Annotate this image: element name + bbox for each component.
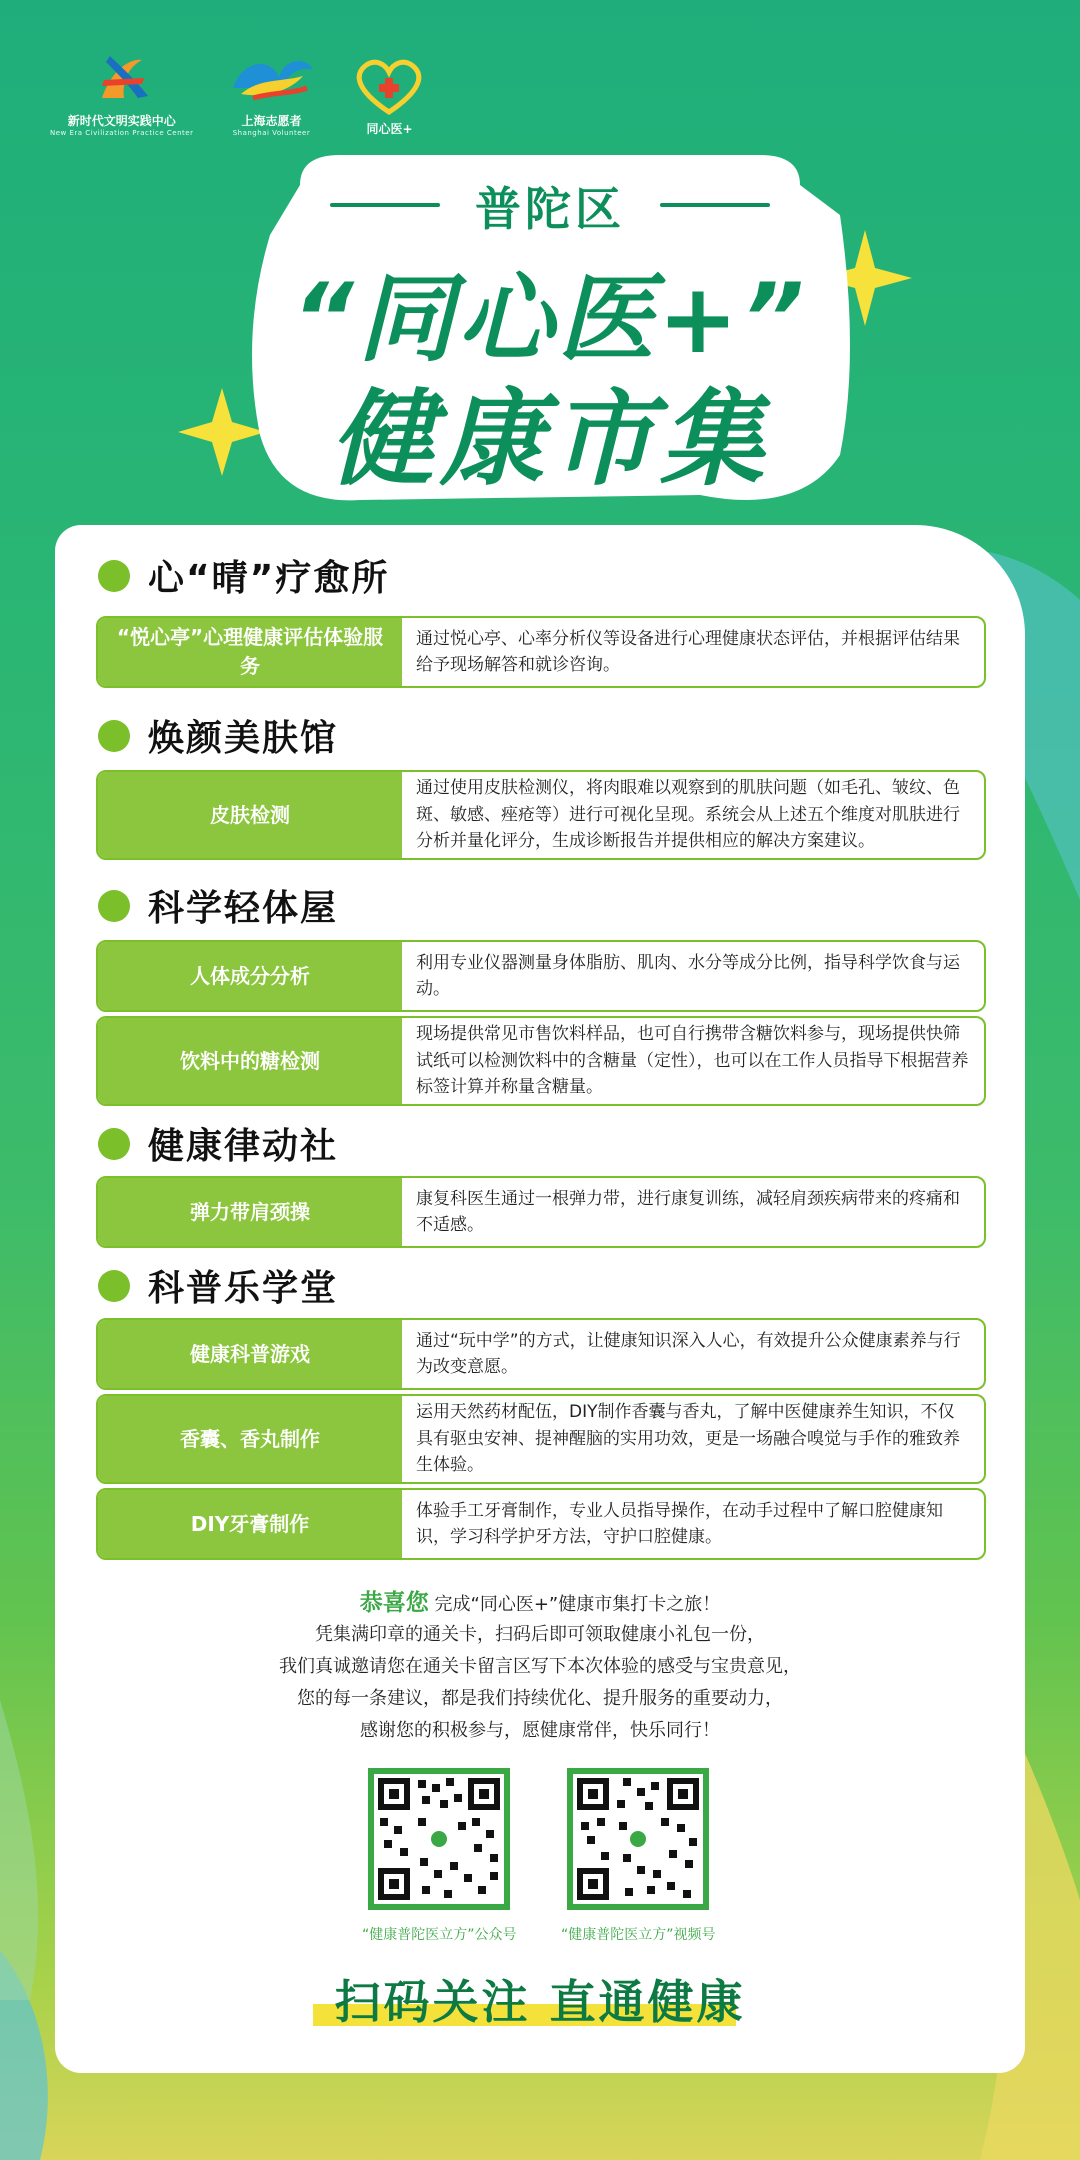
section-bullet-icon	[98, 720, 130, 752]
footer-text-line: 您的每一条建议，都是我们持续优化、提升服务的重要动力，	[297, 1688, 783, 1709]
slogan-text: 扫码关注 直通健康	[334, 1975, 746, 2029]
logo-row	[50, 48, 429, 137]
service-row	[96, 1318, 986, 1390]
title-block	[240, 155, 860, 515]
service-description: 通过“玩中学”的方式，让健康知识深入人心，有效提升公众健康素养与行为改变意愿。	[416, 1330, 961, 1377]
service-description: 体验手工牙膏制作，专业人员指导操作，在动手过程中了解口腔健康知识，学习科学护牙方法，守护口腔健康。	[416, 1500, 943, 1547]
footer-text-line: 凭集满印章的通关卡，扫码后即可领取健康小礼包一份，	[315, 1624, 765, 1645]
heart-medical-logo-icon	[349, 56, 429, 116]
section-header	[98, 880, 338, 931]
section-header	[98, 550, 389, 601]
service-row	[96, 940, 986, 1012]
section-header	[98, 710, 338, 761]
service-label: DIY牙膏制作	[98, 1490, 402, 1558]
section-title: 科学轻体屋	[148, 888, 339, 929]
logo-text: 同心医+	[366, 122, 413, 136]
service-label: 饮料中的糖检测	[98, 1018, 402, 1104]
congrats-line	[55, 1584, 1025, 1617]
logo-text: 上海志愿者	[241, 114, 302, 128]
service-row	[96, 1016, 986, 1106]
qr-code-video-account[interactable]	[561, 1768, 716, 1944]
service-label: 皮肤检测	[98, 772, 402, 858]
section-header	[98, 1118, 338, 1169]
section-bullet-icon	[98, 890, 130, 922]
service-description: 现场提供常见市售饮料样品，也可自行携带含糖饮料参与，现场提供快筛试纸可以检测饮料中的含糖量（定性），也可以在工作人员指导下根据营养标签计算并称量含糖量。	[416, 1024, 969, 1098]
service-row	[96, 616, 986, 688]
service-row	[96, 1488, 986, 1560]
footer-text-line: 我们真诚邀请您在通关卡留言区写下本次体验的感受与宝贵意见，	[279, 1656, 801, 1677]
logo-subtext: New Era Civilization Practice Center	[50, 129, 194, 137]
qr-code-icon[interactable]	[368, 1768, 510, 1910]
section-title: 焕颜美肤馆	[148, 718, 339, 759]
footer-text-line: 感谢您的积极参与，愿健康常伴，快乐同行！	[360, 1720, 720, 1741]
congrats-text: 完成“同心医+”健康市集打卡之旅！	[434, 1594, 721, 1615]
service-description: 利用专业仪器测量身体脂肪、肌肉、水分等成分比例，指导科学饮食与运动。	[416, 952, 960, 999]
service-label: “悦心亭”心理健康评估体验服务	[98, 618, 402, 686]
service-row	[96, 770, 986, 860]
qr-code-icon[interactable]	[567, 1768, 709, 1910]
service-label: 健康科普游戏	[98, 1320, 402, 1388]
shanghai-volunteer-logo-icon	[223, 48, 319, 108]
congrats-highlight: 恭喜您	[359, 1590, 429, 1616]
section-bullet-icon	[98, 560, 130, 592]
logo-volunteer	[223, 48, 319, 137]
section-bullet-icon	[98, 1128, 130, 1160]
section-title: 科普乐学堂	[148, 1268, 339, 1309]
service-label: 人体成分分析	[98, 942, 402, 1010]
service-description: 康复科医生通过一根弹力带，进行康复训练，减轻肩颈疾病带来的疼痛和不适感。	[416, 1188, 960, 1235]
service-row	[96, 1394, 986, 1484]
qr-caption: “健康普陀医立方”视频号	[561, 1927, 716, 1943]
section-title: 健康律动社	[148, 1126, 339, 1167]
qr-caption: “健康普陀医立方”公众号	[362, 1927, 517, 1943]
service-description: 运用天然药材配伍，DIY制作香囊与香丸，了解中医健康养生知识，不仅具有驱虫安神、提神醒脑的实用功效，更是一场融合嗅觉与手作的雅致养生体验。	[416, 1402, 960, 1476]
logo-subtext: Shanghai Volunteer	[232, 129, 311, 137]
logo-civilization	[50, 48, 193, 137]
district-title: 普陀区	[475, 182, 625, 236]
logo-text: 新时代文明实践中心	[67, 114, 176, 128]
service-description: 通过使用皮肤检测仪，将肉眼难以观察到的肌肤问题（如毛孔、皱纹、色斑、敏感、痤疮等）进行可视化呈现。系统会从上述五个维度对肌肤进行分析并量化评分，生成诊断报告并提供相应的解决方案建议。	[416, 778, 960, 852]
section-title: 心“晴”疗愈所	[148, 558, 390, 599]
section-header	[98, 1260, 338, 1311]
section-bullet-icon	[98, 1270, 130, 1302]
service-label: 香囊、香丸制作	[98, 1396, 402, 1482]
service-row	[96, 1176, 986, 1248]
service-description: 通过悦心亭、心率分析仪等设备进行心理健康状态评估，并根据评估结果给予现场解答和就诊咨询。	[416, 628, 960, 675]
service-label: 弹力带肩颈操	[98, 1178, 402, 1246]
main-title-line1: “同心医+”	[291, 263, 809, 375]
main-title-line2: 健康市集	[329, 378, 770, 500]
logo-tongxin	[349, 56, 429, 137]
civilization-logo-icon	[82, 48, 162, 108]
qr-code-official-account[interactable]	[362, 1768, 517, 1944]
